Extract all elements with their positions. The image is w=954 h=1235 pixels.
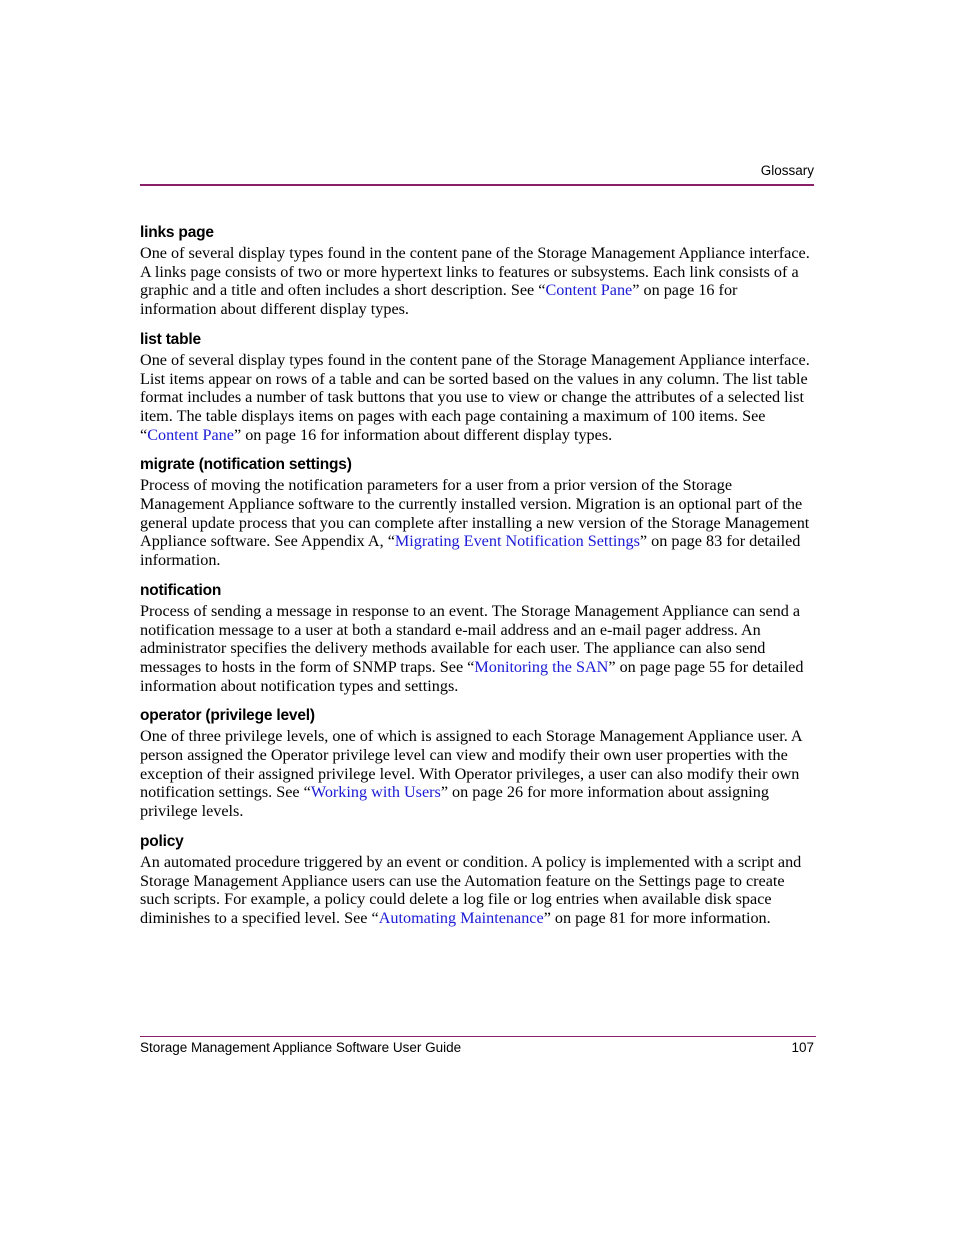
- glossary-definition: One of three privilege levels, one of which is assigned to each Storage Management Appliance user. A person assigned the Operator privilege level can view and modify their own user properties with the exception of their assigned privilege level. With Operator privileges, a user can also modify their own notification settings. See “Working with Users” on page 26 for more information about assigning privilege levels.: [140, 727, 802, 821]
- footer-rule: [140, 1036, 816, 1037]
- cross-reference-link[interactable]: Content Pane: [147, 425, 234, 444]
- glossary-entry: [140, 580, 814, 696]
- glossary-term: list table: [140, 330, 201, 348]
- glossary-term: links page: [140, 224, 214, 241]
- glossary-term: notification: [140, 581, 222, 599]
- glossary-definition: One of several display types found in the content pane of the Storage Management Appliance interface. List items appear on rows of a table and can be sorted based on the values in any column. The list table format includes a number of task buttons that you use to view or change the attributes of a selected list item. The table displays items on pages with each page containing a maximum of 100 items. See “Content Pane” on page 16 for information about different display types.: [140, 350, 810, 444]
- glossary-definition: Process of moving the notification parameters for a user from a prior version of the Storage Management Appliance software to the currently installed version. Migration is an optional part of the general update process that you can complete after installing a new version of the Storage Management Appliance software. See Appendix A, “Migrating Event Notification Settings” on page 83 for detailed information.: [140, 476, 810, 570]
- glossary-definition: An automated procedure triggered by an event or condition. A policy is implemented with a script and Storage Management Appliance users can use the Automation feature on the Settings page to create such scripts. For example, a policy could delete a log file or log entries when available disk space diminishes to a specified level. See “Automating Maintenance” on page 81 for more information.: [140, 852, 802, 927]
- running-header-section: Glossary: [760, 163, 814, 178]
- glossary-term: operator (privilege level): [140, 707, 315, 725]
- glossary-entry: [140, 454, 814, 570]
- glossary-term: policy: [140, 832, 184, 850]
- header-rule: [140, 184, 814, 186]
- cross-reference-link[interactable]: Monitoring the SAN: [474, 657, 609, 676]
- glossary-entry: [140, 222, 814, 319]
- glossary-entry: [140, 831, 814, 928]
- glossary-definition: Process of sending a message in response to an event. The Storage Management Appliance can send a notification message to a user at both a standard e-mail address and an e-mail pager address. An administrator specifies the delivery methods available for each user. The appliance can also send messages to hosts in the form of SNMP traps. See “Monitoring the SAN” on page page 55 for detailed information about notification types and settings.: [140, 601, 804, 695]
- running-footer-title: Storage Management Appliance Software User Guide: [140, 1040, 462, 1055]
- glossary-term: migrate (notification settings): [140, 456, 352, 474]
- cross-reference-link[interactable]: Working with Users: [310, 783, 441, 802]
- glossary-definition: One of several display types found in the content pane of the Storage Management Appliance interface. A links page consists of two or more hypertext links to features or subsystems. Each link consists of a graphic and a title and often includes a short description. See “Content Pane” on page 16 for information about different display types.: [140, 244, 810, 319]
- cross-reference-link[interactable]: Content Pane: [545, 281, 633, 300]
- cross-reference-link[interactable]: Automating Maintenance: [378, 908, 544, 927]
- glossary-content: [140, 222, 814, 938]
- page-number: 107: [791, 1040, 814, 1055]
- cross-reference-link[interactable]: Migrating Event Notification Settings: [394, 532, 640, 551]
- glossary-entry: [140, 705, 814, 821]
- glossary-entry: [140, 329, 814, 445]
